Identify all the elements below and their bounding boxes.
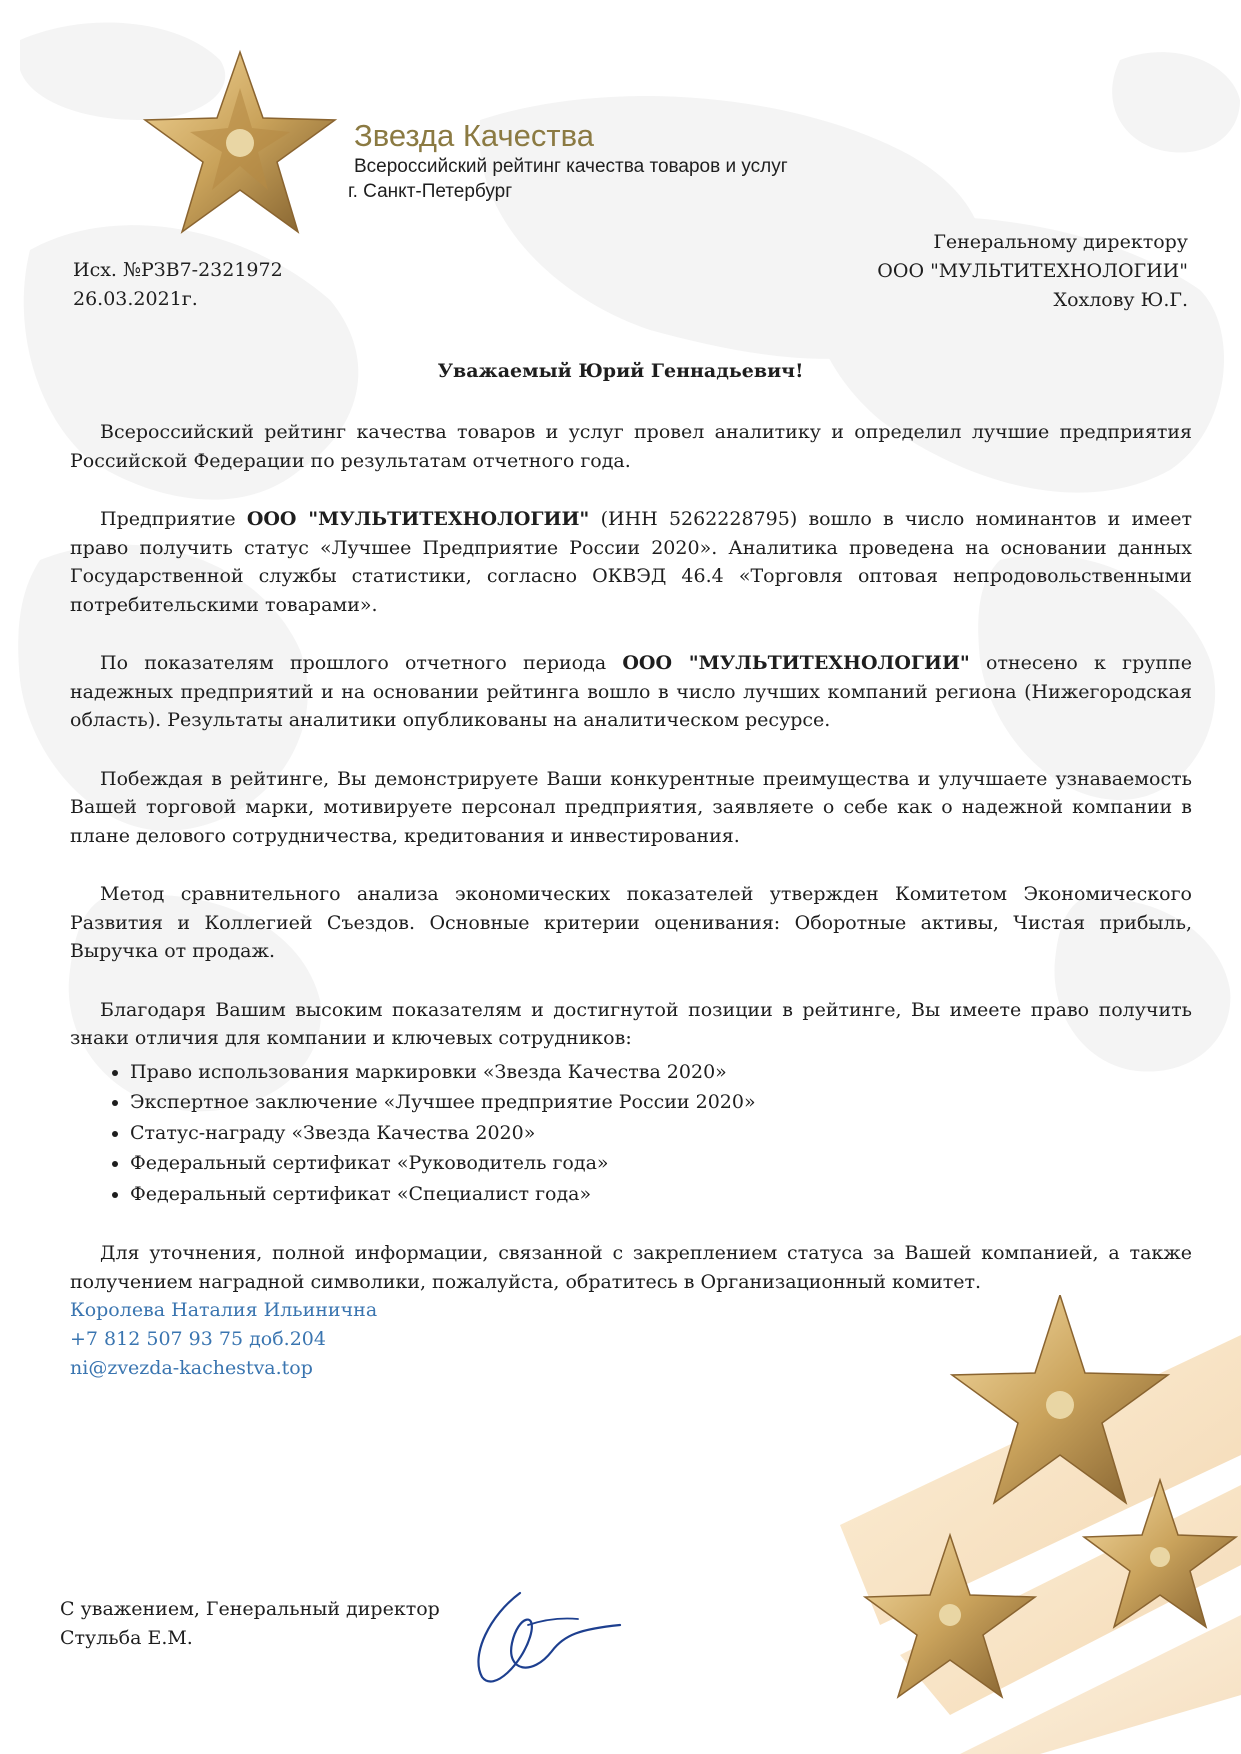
- list-item: • Право использования маркировки «Звезда Качества 2020»: [130, 1057, 1192, 1088]
- contact-email[interactable]: ni@zvezda-kachestva.top: [70, 1357, 313, 1379]
- signature-block: [60, 1595, 440, 1653]
- recipient-block: [877, 228, 1188, 315]
- org-name: Звезда Качества: [354, 118, 594, 153]
- paragraph-intro: Всероссийский рейтинг качества товаров и услуг провел аналитику и определил лучшие предприятия Российской Федерации по результатам отчетного года.: [70, 421, 1192, 472]
- outgoing-date: 26.03.2021г.: [73, 288, 198, 310]
- company-name: ООО "МУЛЬТИТЕХНОЛОГИИ": [246, 508, 590, 530]
- signature-icon: [460, 1585, 630, 1685]
- company-name: ООО "МУЛЬТИТЕХНОЛОГИИ": [622, 652, 970, 674]
- paragraph-awards-intro: Благодаря Вашим высоким показателям и достигнутой позиции в рейтинге, Вы имеете право получить знаки отличия для компании и ключевых сотрудников:: [70, 998, 1192, 1049]
- paragraph-contact-intro: Для уточнения, полной информации, связанной с закреплением статуса за Вашей компанией, а также получением наградной символики, пожалуйста, обратитесь в Организационный комитет.: [70, 1242, 1192, 1293]
- paragraph-method: Метод сравнительного анализа экономических показателей утвержден Комитетом Экономического Развития и Коллегией Съездов. Основные критерии оценивания: Оборотные активы, Чистая прибыль, Выручка от продаж.: [70, 883, 1192, 962]
- letter-body: [70, 418, 1192, 1383]
- paragraph-nomination: [70, 505, 1192, 619]
- paragraph-indicators-post: отнесено к группе надежных предприятий и на основании рейтинга вошло в число лучших компаний региона (Нижегородская область). Результаты аналитики опубликованы на аналитическом ресурсе.: [70, 652, 1192, 731]
- star-logo-icon: [140, 48, 340, 238]
- signer-name: Стульба Е.М.: [60, 1627, 193, 1649]
- recipient-position: Генеральному директору: [933, 231, 1188, 253]
- contact-name: Королева Наталия Ильинична: [70, 1299, 378, 1321]
- org-subtitle: Всероссийский рейтинг качества товаров и услуг: [354, 156, 788, 177]
- paragraph-indicators-pre: По показателям прошлого отчетного периода: [100, 652, 623, 674]
- list-item: • Экспертное заключение «Лучшее предприятие России 2020»: [130, 1087, 1192, 1118]
- contact-phone[interactable]: +7 812 507 93 75 доб.204: [70, 1328, 326, 1350]
- list-item: • Статус-награду «Звезда Качества 2020»: [130, 1118, 1192, 1149]
- paragraph-benefits: Побеждая в рейтинге, Вы демонстрируете Ваши конкурентные преимущества и улучшаете узнаваемость Вашей торговой марки, мотивируете персонал предприятия, заявляете о себе как о надежной компании в плане делового сотрудничества, кредитования и инвестирования.: [70, 767, 1192, 847]
- outgoing-number: Исх. №РЗВ7-2321972: [73, 259, 283, 281]
- list-item: • Федеральный сертификат «Руководитель года»: [130, 1148, 1192, 1179]
- paragraph-nomination-post: (ИНН 5262228795) вошло в число номинантов и имеет право получить статус «Лучшее Предприятие России 2020». Аналитика проведена на основании данных Государственной службы статистики, согласно ОКВЭД 46.4 «Торговля оптовая непродовольственными потребительскими товарами».: [70, 508, 1192, 616]
- outgoing-info: [73, 256, 283, 314]
- paragraph-indicators: [70, 649, 1192, 735]
- awards-list: [70, 1057, 1192, 1210]
- recipient-company: ООО "МУЛЬТИТЕХНОЛОГИИ": [877, 260, 1188, 282]
- recipient-name: Хохлову Ю.Г.: [1053, 289, 1188, 311]
- org-city: г. Санкт-Петербург: [348, 181, 513, 202]
- list-item: • Федеральный сертификат «Специалист года»: [130, 1179, 1192, 1210]
- paragraph-nomination-pre: Предприятие: [100, 508, 247, 530]
- greeting: Уважаемый Юрий Геннадьевич!: [437, 360, 804, 382]
- closing-line: С уважением, Генеральный директор: [60, 1598, 440, 1620]
